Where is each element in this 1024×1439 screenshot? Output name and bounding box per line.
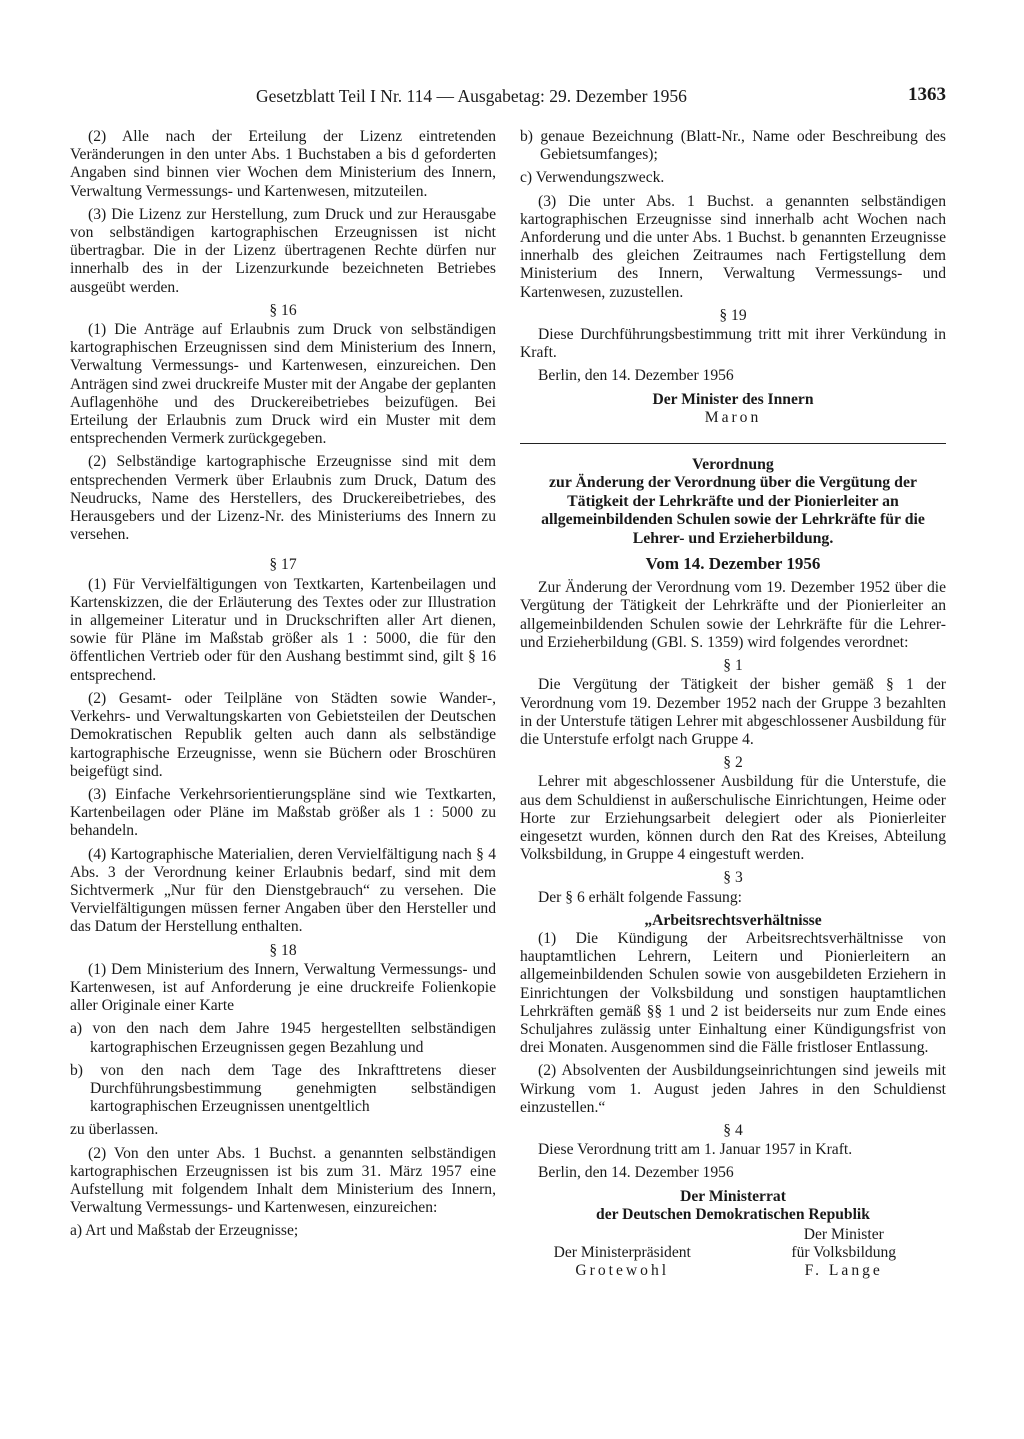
paragraph: (3) Die unter Abs. 1 Buchst. a genannten selbständigen kartographischen Erzeugnisse sind innerhalb acht Wochen nach Anforderung und die unter Abs. 1 Buchst. b genannten Erzeugnisse innerhalb des gleichen Zeitraumes nach Fertigstellung dem Ministerium des Innern, Verwaltung Vermessungs- und Kartenwesen, zuzustellen. [520, 192, 946, 301]
signatory-name: Grotewohl [575, 1262, 670, 1280]
paragraph: (2) Absolventen der Ausbildungseinrichtungen sind jeweils mit Wirkung vom 1. August jeden Jahres in den Schuldienst einzustellen.“ [520, 1062, 946, 1116]
paragraph: (2) Gesamt- oder Teilpläne von Städten sowie Wander-, Verkehrs- und Verwaltungskarten von Gebietsteilen der Deutschen Demokratischen Republik gelten auch dann als selbständige kartographische Erzeugnisse, wenn sie Büchern oder Broschüren beigefügt sind. [70, 689, 496, 780]
page-number: 1363 [908, 84, 946, 105]
paragraph: (2) Selbständige kartographische Erzeugnisse sind mit dem entsprechenden Vermerk über Erlaubnis zum Druck, Datum des Neudrucks, Name des Herstellers, des Druckereibetriebes, des Herausgebers und der Lizenz-Nr. des Ministeriums des Innern zu versehen. [70, 453, 496, 544]
section-heading: § 3 [723, 869, 743, 887]
header-title: Gesetzblatt Teil I Nr. 114 — Ausgabetag: 29. Dezember 1956 [256, 86, 687, 106]
place-date: Berlin, den 14. Dezember 1956 [538, 1164, 734, 1182]
paragraph: zu überlassen. [70, 1121, 159, 1139]
list-item: b) genaue Bezeichnung (Blatt-Nr., Name oder Beschreibung des Gebietsumfanges); [520, 128, 946, 164]
left-column [70, 128, 496, 1246]
paragraph: (3) Einfache Verkehrsorientierungspläne sind wie Textkarten, Kartenbeilagen oder Pläne im Maßstab größer als 1 : 5000 zu behandeln. [70, 785, 496, 840]
divider [520, 443, 946, 444]
signature-left [520, 1226, 724, 1281]
page-header [256, 86, 946, 108]
paragraph: Zur Änderung der Verordnung vom 19. Dezember 1952 über die Vergütung der Tätigkeit der Lehrkräfte und der Pionierleiter an allgemeinbildenden Schulen sowie der Lehrkräfte für die Lehrer- und Erzieherbildung (GBl. S. 1359) wird folgendes verordnet: [520, 579, 946, 651]
signatory-title: Der Minister [803, 1225, 884, 1243]
issuing-body-country: der Deutschen Demokratischen Republik [596, 1205, 870, 1223]
paragraph: (2) Von den unter Abs. 1 Buchst. a genannten selbständigen kartographischen Erzeugnissen ist bis zum 31. März 1957 eine Aufstellung mit folgendem Inhalt dem Ministerium des Innern, Verwaltung Vermessungs- und Kartenwesen, einzureichen: [70, 1144, 496, 1217]
subsection-heading: „Arbeitsrechtsverhältnisse [644, 911, 822, 929]
list-item: c) Verwendungszweck. [520, 169, 665, 187]
ordinance-title [520, 456, 946, 548]
signatory-name: F. Lange [804, 1262, 883, 1280]
paragraph: (3) Die Lizenz zur Herstellung, zum Druck und zur Herausgabe von selbständigen kartographischen Erzeugnissen ist nicht übertragbar. Die in der Lizenz übertragenen Rechte dürfen nur innerhalb des in der Lizenzurkunde bezeichneten Betriebes ausgeübt werden. [70, 205, 496, 296]
paragraph: (1) Die Kündigung der Arbeitsrechtsverhältnisse von hauptamtlichen Lehrern, Leitern und Pionierleitern an allgemeinbildenden Schulen sowie von ausgebildeten Erziehern in Einrichtungen der Volksbildung und sonstigen hauptamtlichen Lehrkräften gemäß §§ 1 und 2 ist beiderseits nur zum Ende eines Schuljahres zulässig unter Einhaltung einer Kündigungsfrist von drei Monaten. Ausgenommen sind die Fälle fristloser Entlassung. [520, 929, 946, 1057]
signature-right [742, 1226, 946, 1281]
issuing-body: Der Ministerrat [680, 1187, 786, 1205]
paragraph: (1) Für Vervielfältigungen von Textkarten, Kartenbeilagen und Kartenskizzen, die der Erläuterung des Textes oder zur Illustration in allgemeiner Literatur und in Druckschriften aller Art dienen, sowie für Pläne im Maßstab größer als 1 : 5000, die für den öffentlichen Vertrieb oder für den Aushang bestimmt sind, gilt § 16 entsprechend. [70, 575, 496, 684]
ordinance-title-line1: Verordnung [692, 456, 774, 474]
list-item: a) Art und Maßstab der Erzeugnisse; [70, 1222, 299, 1240]
signatory-name: Maron [704, 408, 762, 426]
paragraph: (4) Kartographische Materialien, deren Vervielfältigung nach § 4 Abs. 3 der Verordnung keiner Erlaubnis bedarf, sind mit dem Sichtvermerk „Nur für den Dienstgebrauch“ zu versehen. Die Vervielfältigungen müssen ferner Angaben über den Hersteller und das Datum der Herstellung enthalten. [70, 845, 496, 936]
paragraph: Die Vergütung der Tätigkeit der bisher gemäß § 1 der Verordnung vom 19. Dezember 1952 nach der Gruppe 3 bezahlten in der Unterstufe tätigen Lehrer mit abgeschlossener Ausbildung für die Unterstufe erfolgt nach Gruppe 4. [520, 676, 946, 748]
paragraph: Lehrer mit abgeschlossener Ausbildung für die Unterstufe, die aus dem Schuldienst in außerschulische Einrichtungen, Heime oder Horte zur Erziehungsarbeit delegiert oder als Pionierleiter eingesetzt wurden, können durch den Rat des Kreises, Abteilung Volksbildung, in Gruppe 4 eingestuft werden. [520, 773, 946, 864]
signatory-title: Der Minister des Innern [652, 390, 814, 408]
section-heading: § 16 [269, 301, 297, 319]
section-heading: § 1 [723, 657, 743, 675]
place-date: Berlin, den 14. Dezember 1956 [538, 367, 734, 385]
ordinance-title-line2: zur Änderung der Verordnung über die Vergütung der Tätigkeit der Lehrkräfte und der Pionierleiter an allgemeinbildenden Schulen sowie der Lehrkräfte für die Lehrer- und Erzieherbildung. [541, 474, 925, 547]
list-item: a) von den nach dem Jahre 1945 hergestellten selbständigen kartographischen Erzeugnissen gegen Bezahlung und [70, 1020, 496, 1056]
signatory-title: Der Ministerpräsident [553, 1244, 691, 1262]
paragraph: Diese Verordnung tritt am 1. Januar 1957 in Kraft. [538, 1141, 853, 1159]
right-column [520, 128, 946, 1281]
section-heading: § 18 [269, 941, 297, 959]
section-heading: § 4 [723, 1121, 743, 1139]
paragraph: Der § 6 erhält folgende Fassung: [538, 888, 742, 906]
paragraph: (1) Die Anträge auf Erlaubnis zum Druck von selbständigen kartographischen Erzeugnissen sind dem Ministerium des Innern, Verwaltung Vermessungs- und Kartenwesen, einzureichen. Den Anträgen sind zwei druckreife Muster mit der Angabe der geplanten Auflagenhöhe und des Druckereibetriebes beizufügen. Bei Erteilung der Erlaubnis zum Druck wird ein Muster mit dem entsprechenden Vermerk zurückgegeben. [70, 321, 496, 448]
section-heading: § 2 [723, 754, 743, 772]
paragraph: Diese Durchführungsbestimmung tritt mit ihrer Verkündung in Kraft. [520, 326, 946, 362]
paragraph: (2) Alle nach der Erteilung der Lizenz eintretenden Veränderungen in den unter Abs. 1 Buchstaben a bis d geforderten Angaben sind binnen vier Wochen dem Ministerium des Innern, Verwaltung Vermessungs- und Kartenwesen, mitzuteilen. [70, 128, 496, 200]
signatory-department: für Volksbildung [791, 1244, 897, 1262]
ordinance-date: Vom 14. Dezember 1956 [645, 554, 821, 574]
paragraph: (1) Dem Ministerium des Innern, Verwaltung Vermessungs- und Kartenwesen, ist auf Anforderung je eine druckreife Folienkopie aller Originale einer Karte [70, 960, 496, 1015]
section-heading: § 17 [269, 556, 297, 574]
signature-block [520, 1226, 946, 1281]
list-item: b) von den nach dem Tage des Inkrafttretens dieser Durchführungsbestimmung genehmigten selbständigen kartographischen Erzeugnissen unentgeltlich [70, 1061, 496, 1116]
section-heading: § 19 [719, 306, 747, 324]
